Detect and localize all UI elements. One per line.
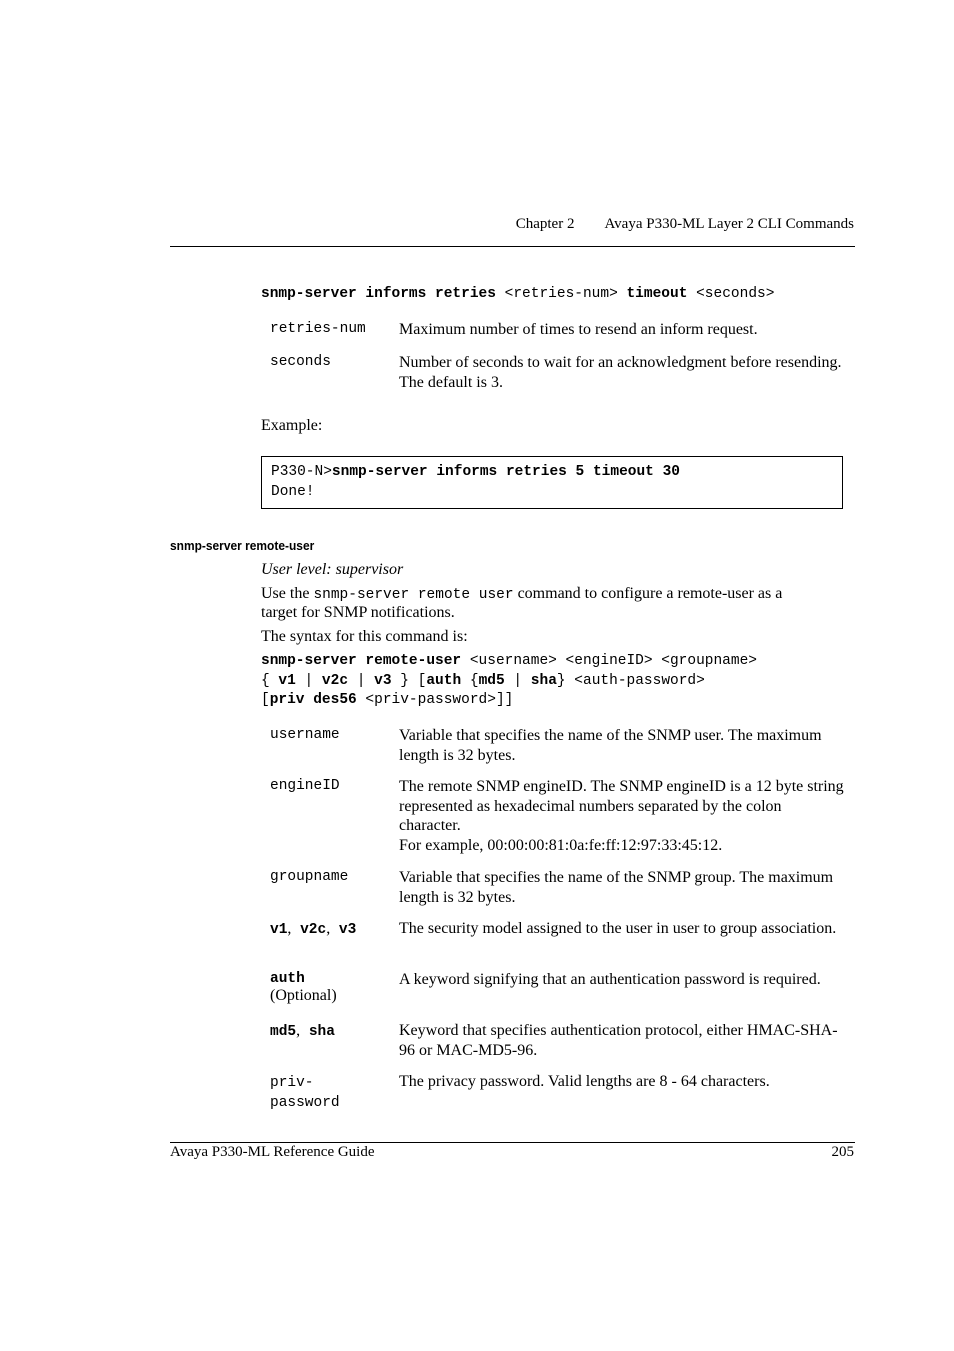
param-desc: Number of seconds to wait for an acknowledgment before resending. The default is 3. [399, 354, 842, 391]
syntax-priv: priv des56 [269, 692, 357, 708]
informs-keyword-timeout: timeout [626, 286, 688, 302]
param-desc: Variable that specifies the name of the SNMP group. The maximum length is 32 bytes. [399, 869, 834, 906]
param-name: groupname [270, 869, 349, 885]
param-md5: md5 [270, 1024, 297, 1040]
syntax-v1: v1 [278, 673, 296, 689]
cli-output: Done! [271, 484, 315, 500]
param-name: engineID [270, 778, 340, 794]
param-sha: sha [308, 1024, 335, 1040]
syntax-auth: auth [426, 673, 462, 689]
param-name [270, 1073, 390, 1113]
syntax-v2c: v2c [321, 673, 349, 689]
param-desc: The privacy password. Valid lengths are 8 - 64 characters. [399, 1073, 770, 1090]
param-name [270, 970, 390, 1005]
param-optional-note: (Optional) [270, 987, 337, 1004]
syntax-separator: | [513, 673, 523, 689]
usage-rest: command to configure a remote-user as a [517, 585, 783, 602]
syntax-md5: md5 [478, 673, 505, 689]
usage-text-line1 [261, 585, 782, 603]
syntax-sha: sha [530, 673, 557, 689]
syntax-bracket: [ [261, 692, 270, 708]
syntax-intro: The syntax for this command is: [261, 628, 468, 645]
syntax-brace: } [ [400, 673, 427, 689]
syntax-separator: | [356, 673, 366, 689]
param-desc-text: The remote SNMP engineID. The SNMP engineID is a 12 byte string represented as hexadecimal numbers separated by the colon character. [399, 778, 844, 834]
param-name [270, 1022, 390, 1040]
header-rule [170, 246, 855, 247]
user-level: User level: supervisor [261, 561, 404, 578]
param-name-line1: priv- [270, 1075, 314, 1091]
param-name: retries-num [270, 321, 366, 337]
syntax-priv-password: <priv-password>]] [365, 692, 514, 708]
param-comma: , [326, 920, 331, 937]
cli-prompt: P330-N> [271, 464, 332, 480]
cli-command: snmp-server informs retries 5 timeout 30 [331, 464, 680, 480]
param-desc: Variable that specifies the name of the SNMP user. The maximum length is 32 bytes. [399, 727, 822, 764]
param-name: username [270, 727, 340, 743]
syntax-keyword: snmp-server remote-user [261, 653, 462, 669]
syntax-args: <username> <engineID> <groupname> [469, 653, 757, 669]
usage-text-line2: target for SNMP notifications. [261, 604, 455, 621]
header-title: Avaya P330-ML Layer 2 CLI Commands [604, 216, 854, 232]
usage-intro: Use the [261, 585, 310, 602]
informs-arg-seconds: <seconds> [696, 286, 775, 302]
param-v3: v3 [338, 922, 357, 938]
header-chapter: Chapter 2 [515, 216, 575, 232]
param-v2c: v2c [300, 922, 327, 938]
param-desc: The security model assigned to the user in user to group association. [399, 920, 837, 937]
syntax-v3: v3 [374, 673, 392, 689]
param-desc [399, 777, 845, 855]
footer-guide-title: Avaya P330-ML Reference Guide [170, 1144, 375, 1160]
param-desc: A keyword signifying that an authentication password is required. [399, 971, 821, 988]
example-command-line [271, 464, 680, 480]
informs-syntax [261, 286, 774, 302]
informs-keyword: snmp-server informs retries [261, 286, 496, 302]
usage-command: snmp-server remote user [313, 587, 514, 603]
syntax-separator: | [304, 673, 314, 689]
example-label: Example: [261, 417, 323, 434]
footer-rule [170, 1142, 855, 1143]
syntax-brace: { [469, 673, 479, 689]
param-name [270, 920, 390, 938]
param-desc: Maximum number of times to resend an inform request. [399, 321, 758, 338]
param-name: seconds [270, 354, 331, 370]
running-header [516, 216, 854, 233]
informs-arg-retries: <retries-num> [504, 286, 618, 302]
param-auth: auth [270, 971, 305, 987]
syntax-line-1 [261, 653, 757, 669]
example-code-box [261, 456, 843, 509]
param-name-line2: password [270, 1095, 340, 1111]
syntax-line-3 [261, 692, 513, 708]
section-heading: snmp-server remote-user [170, 538, 315, 553]
syntax-line-2 [261, 673, 705, 689]
syntax-auth-password: } <auth-password> [556, 673, 705, 689]
param-desc-example: For example, 00:00:00:81:0a:fe:ff:12:97:33:45:12. [399, 836, 723, 854]
param-desc: Keyword that specifies authentication protocol, either HMAC-SHA-96 or MAC-MD5-96. [399, 1022, 838, 1059]
param-comma: , [287, 920, 292, 937]
param-v1: v1 [270, 922, 288, 938]
syntax-brace: { [261, 673, 270, 689]
footer-page-number: 205 [831, 1144, 854, 1160]
param-comma: , [296, 1022, 301, 1039]
